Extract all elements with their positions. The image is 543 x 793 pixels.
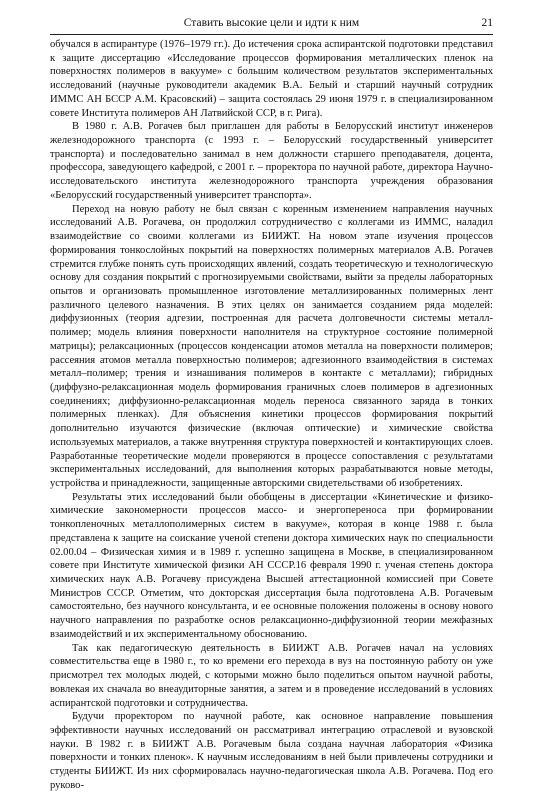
paragraph-2: В 1980 г. А.В. Рогачев был приглашен для работы в Белорусский институт инженеров железнодорожного транспорта (с 1993 г. – Белорусский государственный университет транспорта) и последовательно занимал в нем должности старшего преподавателя, доцента, профессора, заведующего кафедрой, с 2001 г. – проректора по научной работе, директора Научно-исследовательского института железнодорожного транспорта учреждения образования «Белорусский государственный университет транспорта».: [50, 121, 493, 201]
paragraph-3: Переход на новую работу не был связан с коренным изменением направления научных исследований А.В. Рогачева, он продолжил сотрудничество с коллегами из ИММС, наладил взаимодействие со своими коллегами из БИИЖТ. На новом этапе изучения процессов формирования тонкослойных покрытий на поверхностях полимерных материалов А.В. Рогачев стремится глубже понять суть происходящих явлений, создать теоретическую и технологическую основу для создания покрытий с прогнозируемыми свойствами, выйти за пределы лабораторных опытов и организовать промышленное изготовление металлизированных полимерных лент различного целевого назначения. В этих целях он занимается созданием ряда моделей: диффузионных (теория адгезии, построенная для расчета долговечности системы металл-полимер; модель влияния поверхности наполнителя на структурное состояние полимерной матрицы); релаксационных (процессов конденсации атомов металла на поверхности полимеров; рассеяния атомов металла поверхностью полимеров; адгезионного взаимодействия в системах металл–полимер; трения и изнашивания полимеров в контакте с металлами); гибридных (диффузно-релаксационная модель формирования граничных слоев полимеров в адгезионных соединениях; диффузионно-релаксационная модель переноса связанного заряда в тонких полимерных пленках). Для объяснения кинетики процессов формирования покрытий дополнительно изучаются физические (включая оптические) и химические свойства используемых материалов, а также внутренняя структура поверхностей и контактирующих слоев. Разработанные теоретические модели проверяются в процессе сопоставления с результатами экспериментальных исследований, для выполнения которых разрабатываются новые методы, устройства и принадлежности, защищенные авторскими свидетельствами об изобретениях.: [50, 203, 493, 489]
page-number: 21: [481, 17, 493, 29]
paragraph-4: Результаты этих исследований были обобщены в диссертации «Кинетические и физико-химические закономерности процессов массо- и энергопереноса при формировании тонкопленочных металлополимерных систем в вакууме», которая в конце 1988 г. была представлена к защите на соискание ученой степени доктора химических наук по специальности 02.00.04 – Физическая химия и в 1989 г. успешно защищена в Москве, в специализированном совете при Институте химической физики АН СССР.16 февраля 1990 г. ученая степень доктора химических наук А.В. Рогачеву присуждена Высшей аттестационной комиссией при Совете Министров СССР. Отметим, что докторская диссертация была подготовлена А.В. Рогачевым самостоятельно, без научного консультанта, и ее основные положения положены в основу нового научного направления по разработке основ релаксационно-диффузионной теории межфазных взаимодействий и их экспериментальному обоснованию.: [50, 491, 493, 640]
paragraph-5: Так как педагогическую деятельность в БИИЖТ А.В. Рогачев начал на условиях совместительства еще в 1980 г., то ко времени его перехода в вуз на постоянную работу он уже присмотрел тех молодых людей, с которыми можно было поделиться опытом научной работы, вовлекая их сначала во внеаудиторные занятия, а затем и в проведение исследований в условиях аспирантской подготовки и сотрудничества.: [50, 642, 493, 709]
paragraph-1: обучался в аспирантуре (1976–1979 гг.). До истечения срока аспирантской подготовки представил к защите диссертацию «Исследование процессов формирования металлических пленок на поверхностях полимеров в вакууме» с большим количеством результатов экспериментальных исследований (научные руководители академик В.А. Белый и старший научный сотрудник ИММС АН БССР А.М. Красовский) – защита состоялась 29 июня 1979 г. в специализированном совете Института полимеров АН Латвийской ССР, в г. Рига).: [50, 39, 493, 119]
header-rule: [50, 34, 493, 35]
running-title: Ставить высокие цели и идти к ним: [183, 17, 360, 29]
page-header: [50, 14, 493, 32]
body-text: [50, 38, 493, 793]
paragraph-6: Будучи проректором по научной работе, как основное направление повышения эффективности научных исследований он рассматривал интеграцию отраслевой и вузовской науки. В 1982 г. в БИИЖТ А.В. Рогачевым была создана научная лаборатория «Физика поверхности и тонких пленок». К научным исследованиям в ней были привлечены сотрудники и студенты БИИЖТ. Из них сформировалась научно-педагогическая школа А.В. Рогачева. Под его руково-: [50, 711, 493, 791]
